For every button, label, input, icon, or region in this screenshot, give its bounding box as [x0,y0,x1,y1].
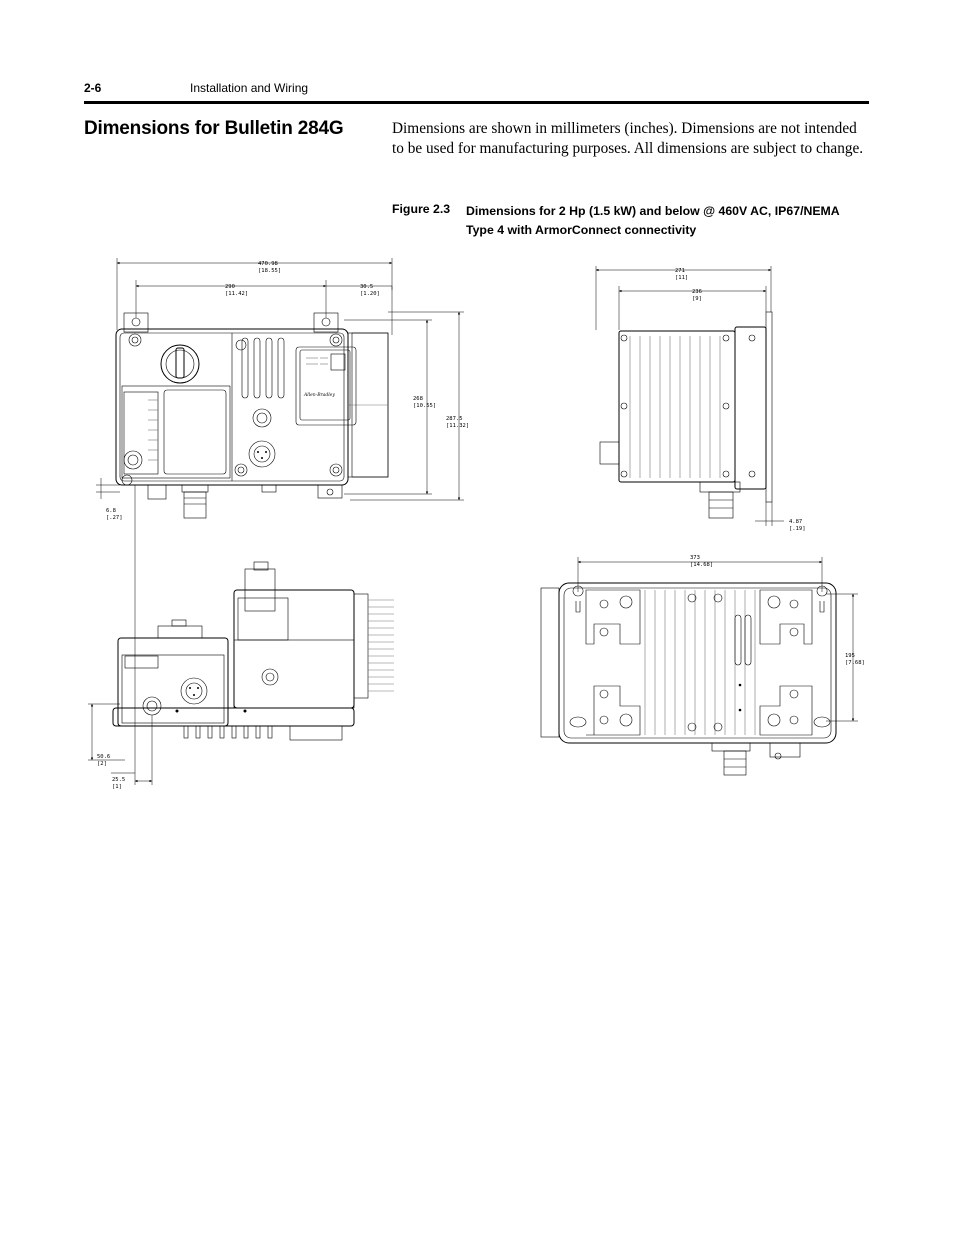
dim-bottom-offset-in: [1] [112,784,122,790]
front-view [116,313,388,518]
dim-back-width-in: [14.68] [690,562,714,568]
dim-front-right-offset: 30.5 [360,284,374,290]
dim-side-flange: 4.87 [789,519,803,525]
bottom-dimensions [88,704,152,790]
dim-front-right-offset-in: [1.20] [360,291,380,297]
dim-bottom-height: 50.6 [97,754,111,760]
side-view [600,312,772,518]
dim-front-mount-spacing: 290 [225,284,235,290]
figure-label: Figure 2.3 [392,202,451,216]
dim-front-overall-height-in: [11.32] [446,423,470,429]
dim-front-mount-spacing-in: [11.42] [225,291,249,297]
dim-front-overall-width: 470.98 [258,261,278,267]
dim-side-overall-width: 271 [675,268,685,274]
dim-bottom-height-in: [2] [97,761,107,767]
dim-bottom-offset: 25.5 [112,777,126,783]
dim-back-hole-spacing: 195 [845,653,855,659]
figure-caption: Dimensions for 2 Hp (1.5 kW) and below @ 460V AC, IP67/NEMA Type 4 with ArmorConnect connectivity [466,204,840,237]
back-view [541,583,836,775]
intro-paragraph: Dimensions are shown in millimeters (inches). Dimensions are not intended to be used for manufacturing purposes. All dimensions are subject to change. [392,120,864,157]
section-title: Dimensions for Bulletin 284G [84,118,344,139]
dim-front-overall-width-in: [18.55] [258,268,282,274]
dim-side-flange-in: [.19] [789,526,806,532]
running-title: Installation and Wiring [190,81,309,95]
bottom-view [113,562,394,740]
dim-back-hole-spacing-in: [7.68] [845,660,865,666]
page-number: 2-6 [84,81,102,95]
back-dimensions [578,555,865,721]
dim-back-width: 373 [690,555,700,561]
dim-front-height: 268 [413,396,423,402]
dim-front-height-in: [10.55] [413,403,437,409]
brand-label: Allen-Bradley [304,393,335,398]
dim-front-bottom-offset: 6.8 [106,508,116,514]
dim-side-body-width-in: [9] [692,296,702,302]
dim-side-body-width: 236 [692,289,702,295]
dim-front-overall-height: 287.5 [446,416,463,422]
front-dimensions [96,258,469,785]
dim-front-bottom-offset-in: [.27] [106,515,123,521]
dim-side-overall-width-in: [11] [675,275,689,281]
